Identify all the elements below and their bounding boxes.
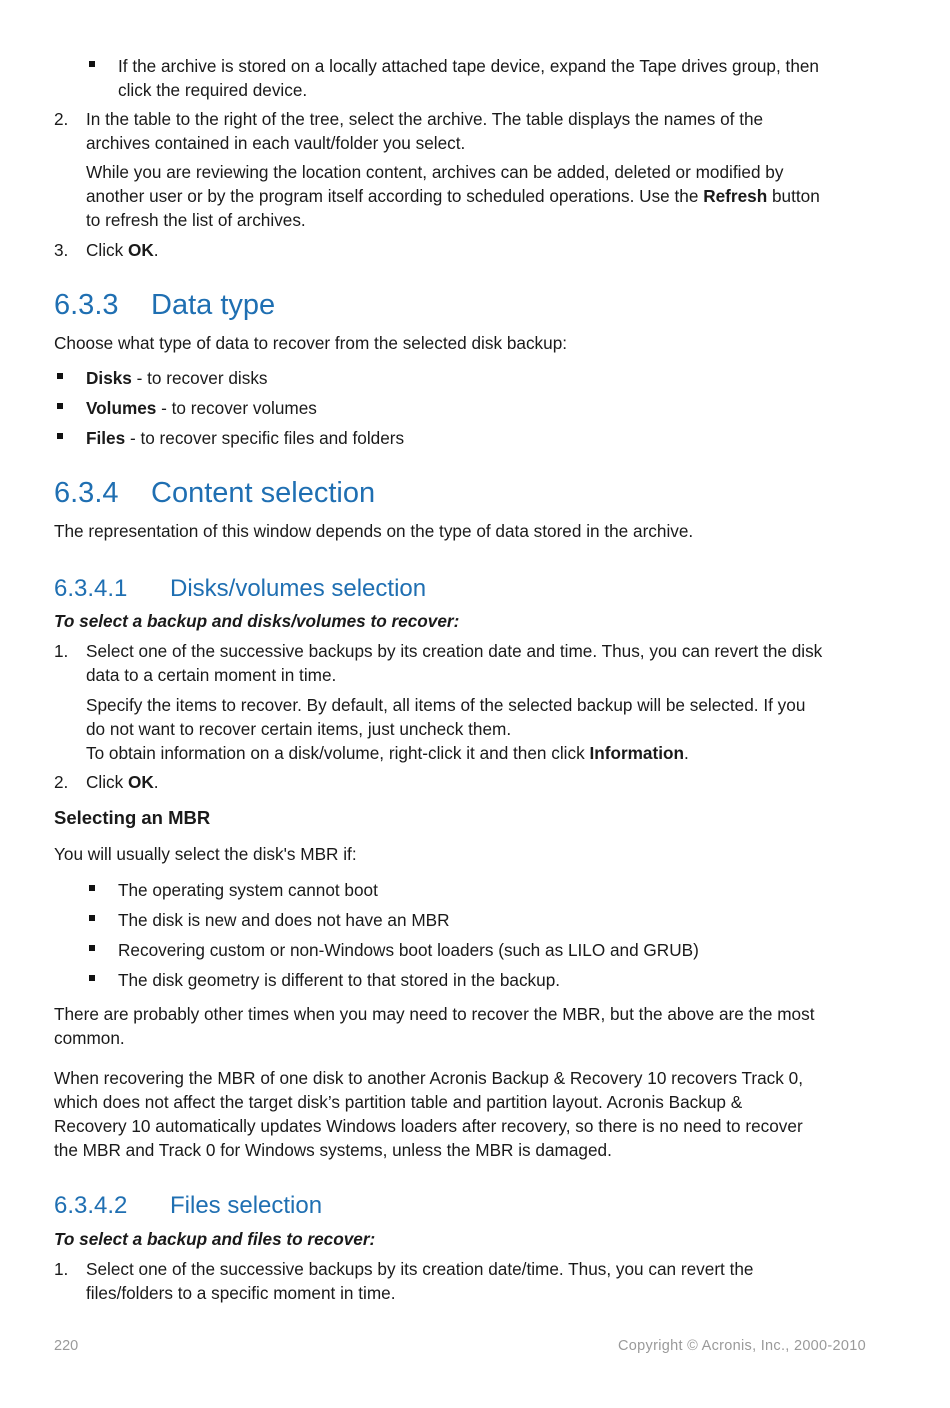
step-text: data to a certain moment in time. <box>86 665 337 685</box>
step-text: Select one of the successive backups by its creation date and time. Thus, you can revert the disk <box>86 641 823 661</box>
subsection-title: Disks/volumes selection <box>170 575 427 602</box>
bullet-marker <box>89 885 95 891</box>
procedure-title: To select a backup and disks/volumes to recover: <box>54 611 460 631</box>
subsection-title: Files selection <box>170 1192 323 1219</box>
list-item: The disk geometry is different to that stored in the backup. <box>118 970 561 990</box>
paragraph: common. <box>54 1028 125 1048</box>
step-number: 2. <box>54 772 69 792</box>
section-number: 6.3.4 <box>54 477 119 509</box>
procedure-title: To select a backup and files to recover: <box>54 1229 376 1249</box>
section-title: Content selection <box>151 477 376 509</box>
bullet-marker <box>89 61 95 67</box>
page-number: 220 <box>54 1338 79 1354</box>
copyright-notice: Copyright © Acronis, Inc., 2000-2010 <box>618 1338 866 1354</box>
list-item: Recovering custom or non-Windows boot loaders (such as LILO and GRUB) <box>118 940 699 960</box>
bullet-marker <box>57 403 63 409</box>
subsection-heading <box>54 574 426 604</box>
subsection-heading <box>54 1191 322 1221</box>
subsection-number: 6.3.4.1 <box>54 575 128 602</box>
section-intro: Choose what type of data to recover from the selected disk backup: <box>54 333 568 353</box>
step-paragraph: Specify the items to recover. By default, all items of the selected backup will be selected. If you <box>86 695 806 715</box>
step-number: 1. <box>54 1259 69 1279</box>
step-paragraph: While you are reviewing the location content, archives can be added, deleted or modified by <box>86 162 784 182</box>
list-item: Volumes - to recover volumes <box>86 398 317 418</box>
subsection-number: 6.3.4.2 <box>54 1192 128 1219</box>
bullet-marker <box>89 915 95 921</box>
paragraph: the MBR and Track 0 for Windows systems, unless the MBR is damaged. <box>54 1140 612 1160</box>
list-item: Files - to recover specific files and folders <box>86 428 405 448</box>
section-number: 6.3.3 <box>54 289 119 321</box>
bullet-text: If the archive is stored on a locally attached tape device, expand the Tape drives group, then <box>118 56 819 76</box>
paragraph: There are probably other times when you may need to recover the MBR, but the above are the most <box>54 1004 815 1024</box>
bullet-marker <box>89 945 95 951</box>
step-text: Click OK. <box>86 240 159 260</box>
section-intro: The representation of this window depends on the type of data stored in the archive. <box>54 521 694 541</box>
list-item: Disks - to recover disks <box>86 368 268 388</box>
section-heading <box>54 288 275 322</box>
step-paragraph: do not want to recover certain items, just uncheck them. <box>86 719 512 739</box>
paragraph: which does not affect the target disk’s partition table and partition layout. Acronis Backup & <box>54 1092 743 1112</box>
refresh-term: Refresh <box>703 186 768 206</box>
paragraph: When recovering the MBR of one disk to another Acronis Backup & Recovery 10 recovers Track 0, <box>54 1068 803 1088</box>
step-number: 3. <box>54 240 69 260</box>
step-text: Click OK. <box>86 772 159 792</box>
mbr-intro: You will usually select the disk's MBR if: <box>54 844 357 864</box>
mbr-heading: Selecting an MBR <box>54 807 211 828</box>
bullet-marker <box>89 975 95 981</box>
information-term: Information <box>589 743 684 763</box>
section-heading <box>54 476 375 510</box>
section-title: Data type <box>151 289 276 321</box>
bullet-text: click the required device. <box>118 80 308 100</box>
step-text: files/folders to a specific moment in time. <box>86 1283 396 1303</box>
step-number: 1. <box>54 641 69 661</box>
list-item: The operating system cannot boot <box>118 880 378 900</box>
step-text: archives contained in each vault/folder you select. <box>86 133 466 153</box>
step-paragraph: To obtain information on a disk/volume, right-click it and then click Information. <box>86 743 689 763</box>
step-paragraph: another user or by the program itself according to scheduled operations. Use the Refresh button <box>86 186 820 206</box>
bullet-marker <box>57 433 63 439</box>
step-number: 2. <box>54 109 69 129</box>
list-item: The disk is new and does not have an MBR <box>118 910 450 930</box>
step-paragraph: to refresh the list of archives. <box>86 210 306 230</box>
step-text: In the table to the right of the tree, select the archive. The table displays the names of the <box>86 109 764 129</box>
bullet-marker <box>57 373 63 379</box>
step-text: Select one of the successive backups by its creation date/time. Thus, you can revert the <box>86 1259 754 1279</box>
paragraph: Recovery 10 automatically updates Windows loaders after recovery, so there is no need to recover <box>54 1116 803 1136</box>
